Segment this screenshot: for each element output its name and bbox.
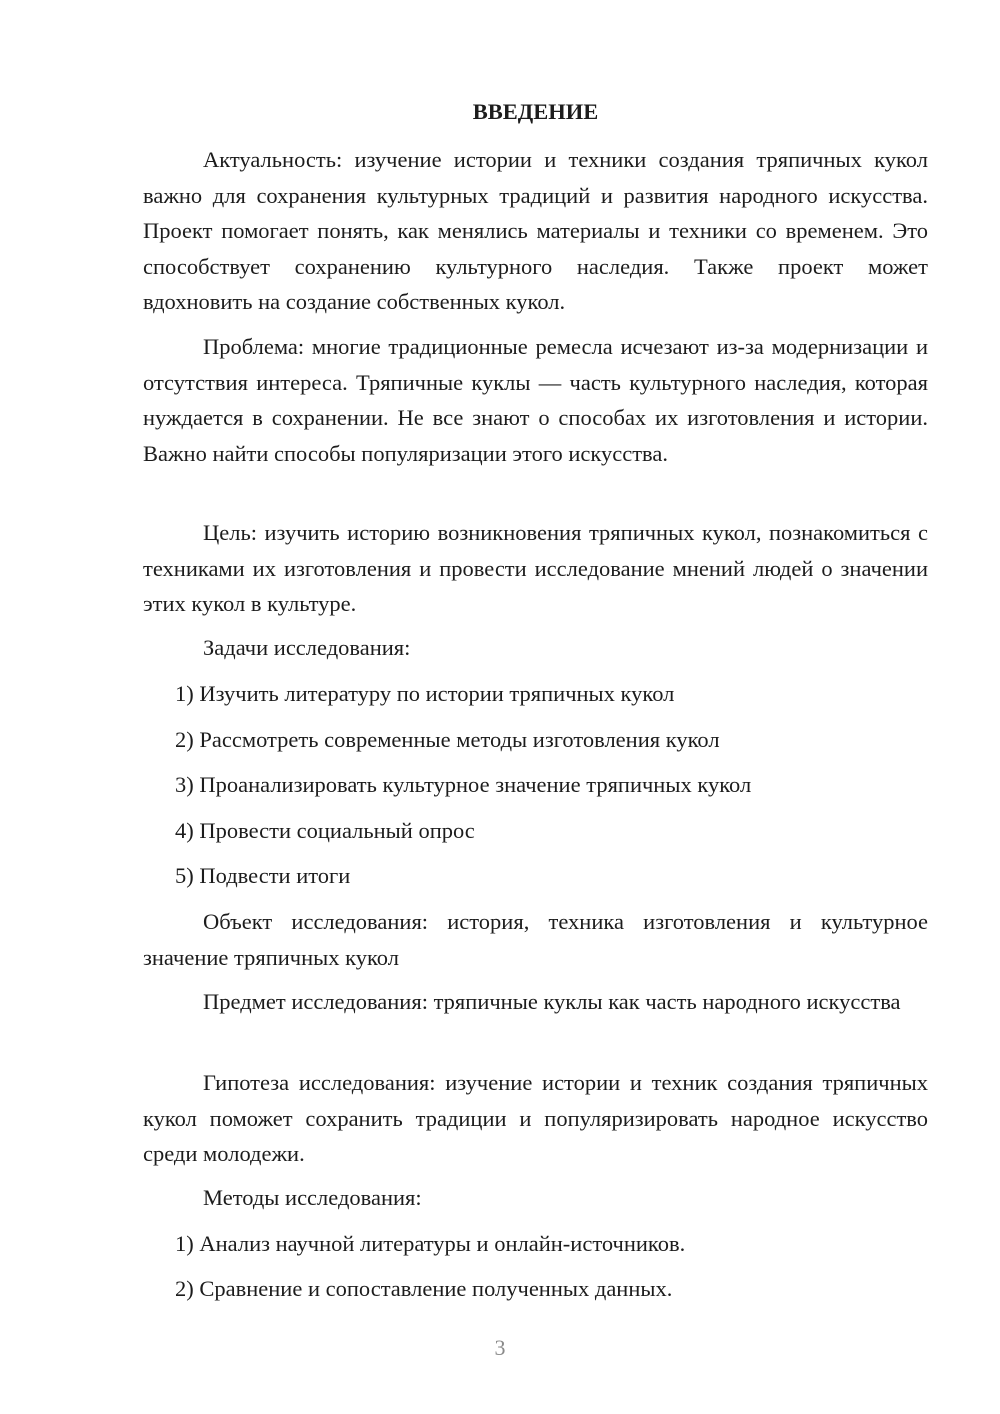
problem-paragraph: Проблема: многие традиционные ремесла исчезают из-за модернизации и отсутствия интереса. Тряпичные куклы — часть культурного наследия, которая нуждается в сохранении. Не все знают о способах их изготовления и истории. Важно найти способы популяризации этого искусства. bbox=[143, 334, 928, 466]
task-item: 3) Проанализировать культурное значение тряпичных кукол bbox=[175, 772, 752, 797]
method-item: 1) Анализ научной литературы и онлайн-источников. bbox=[175, 1231, 686, 1256]
tasks-heading: Задачи исследования: bbox=[203, 635, 411, 660]
task-item: 1) Изучить литературу по истории тряпичных кукол bbox=[175, 681, 675, 706]
task-item: 4) Провести социальный опрос bbox=[175, 818, 475, 843]
object-paragraph: Объект исследования: история, техника изготовления и культурное значение тряпичных кукол bbox=[143, 909, 928, 970]
relevance-paragraph: Актуальность: изучение истории и техники создания тряпичных кукол важно для сохранения культурных традиций и развития народного искусства. Проект помогает понять, как менялись материалы и техники со временем. Это способствует сохранению культурного наследия. Также проект может вдохновить на создание собственных кукол. bbox=[143, 147, 928, 314]
methods-heading: Методы исследования: bbox=[203, 1185, 422, 1210]
goal-paragraph: Цель: изучить историю возникновения тряпичных кукол, познакомиться с техниками их изготовления и провести исследование мнений людей о значении этих кукол в культуре. bbox=[143, 520, 928, 616]
page-number: 3 bbox=[494, 1335, 506, 1360]
subject-paragraph: Предмет исследования: тряпичные куклы как часть народного искусства bbox=[203, 989, 901, 1014]
task-item: 5) Подвести итоги bbox=[175, 863, 351, 888]
task-item: 2) Рассмотреть современные методы изготовления кукол bbox=[175, 727, 720, 752]
page-title: ВВЕДЕНИЕ bbox=[472, 99, 599, 124]
method-item: 2) Сравнение и сопоставление полученных данных. bbox=[175, 1276, 673, 1301]
hypothesis-paragraph: Гипотеза исследования: изучение истории и техник создания тряпичных кукол поможет сохранить традиции и популяризировать народное искусство среди молодежи. bbox=[143, 1070, 928, 1166]
